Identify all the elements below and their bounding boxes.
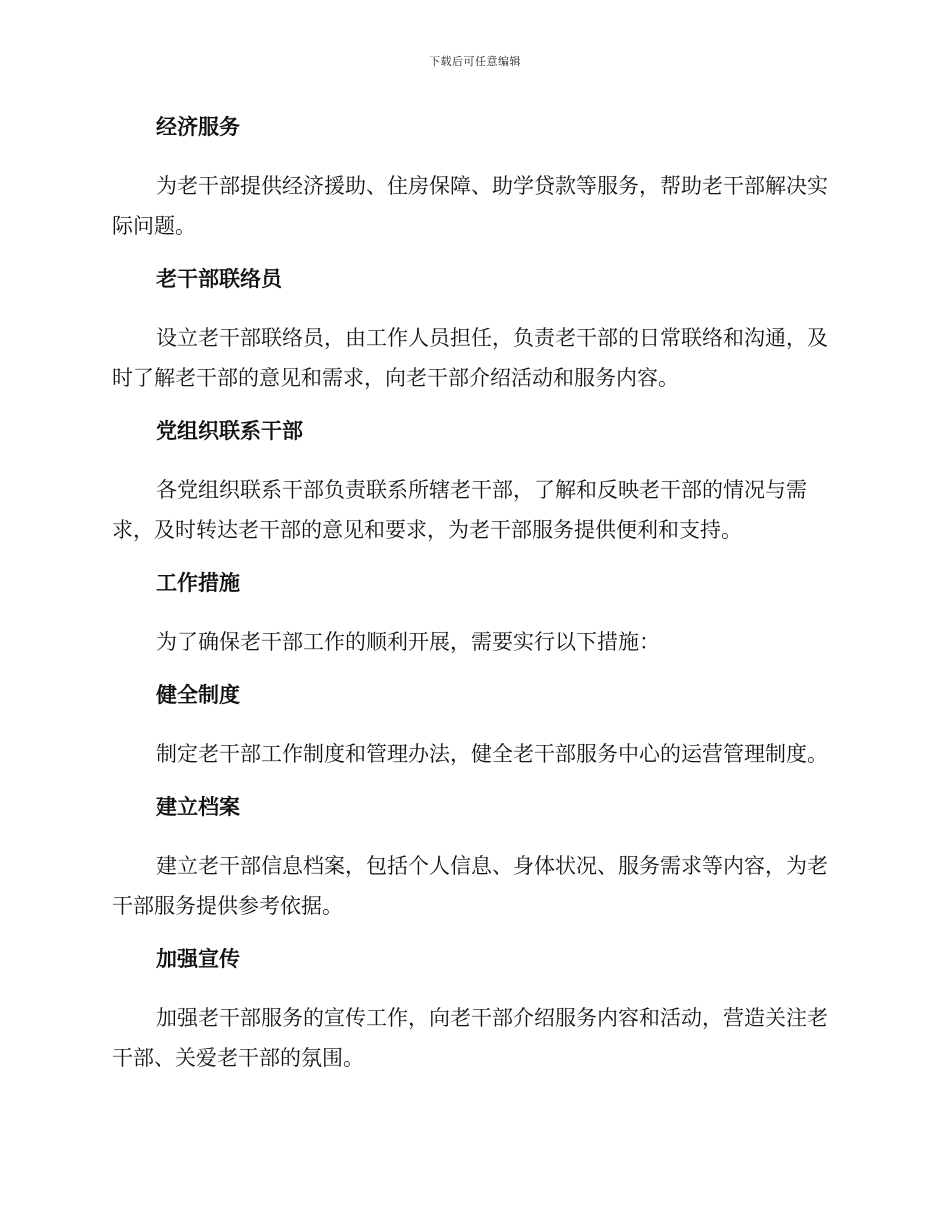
section-heading: 工作措施 bbox=[156, 571, 240, 595]
section-heading: 加强宣传 bbox=[156, 947, 240, 971]
section-publicity bbox=[112, 940, 832, 1078]
section-work-measures bbox=[112, 564, 832, 676]
section-paragraph: 建立老干部信息档案，包括个人信息、身体状况、服务需求等内容，为老干部服务提供参考依据。 bbox=[112, 854, 828, 918]
section-liaison bbox=[112, 260, 832, 412]
document-body bbox=[112, 108, 832, 1078]
section-party-contact bbox=[112, 412, 832, 564]
section-paragraph: 加强老干部服务的宣传工作，向老干部介绍服务内容和活动，营造关注老干部、关爱老干部的氛围。 bbox=[112, 1006, 828, 1070]
section-paragraph: 设立老干部联络员，由工作人员担任，负责老干部的日常联络和沟通，及时了解老干部的意见和需求，向老干部介绍活动和服务内容。 bbox=[112, 326, 828, 390]
section-archives bbox=[112, 788, 832, 940]
section-paragraph: 为了确保老干部工作的顺利开展，需要实行以下措施： bbox=[156, 630, 660, 654]
section-paragraph: 为老干部提供经济援助、住房保障、助学贷款等服务，帮助老干部解决实际问题。 bbox=[112, 174, 828, 238]
header-note: 下载后可任意编辑 bbox=[429, 55, 521, 68]
section-economic-service bbox=[112, 108, 832, 260]
section-heading: 党组织联系干部 bbox=[156, 419, 303, 443]
section-heading: 建立档案 bbox=[156, 795, 240, 819]
section-system bbox=[112, 676, 832, 788]
section-heading: 健全制度 bbox=[156, 683, 240, 707]
section-heading: 经济服务 bbox=[156, 115, 240, 139]
section-paragraph: 各党组织联系干部负责联系所辖老干部，了解和反映老干部的情况与需求，及时转达老干部的意见和要求，为老干部服务提供便利和支持。 bbox=[112, 478, 807, 542]
section-heading: 老干部联络员 bbox=[156, 267, 282, 291]
section-paragraph: 制定老干部工作制度和管理办法，健全老干部服务中心的运营管理制度。 bbox=[156, 742, 828, 766]
